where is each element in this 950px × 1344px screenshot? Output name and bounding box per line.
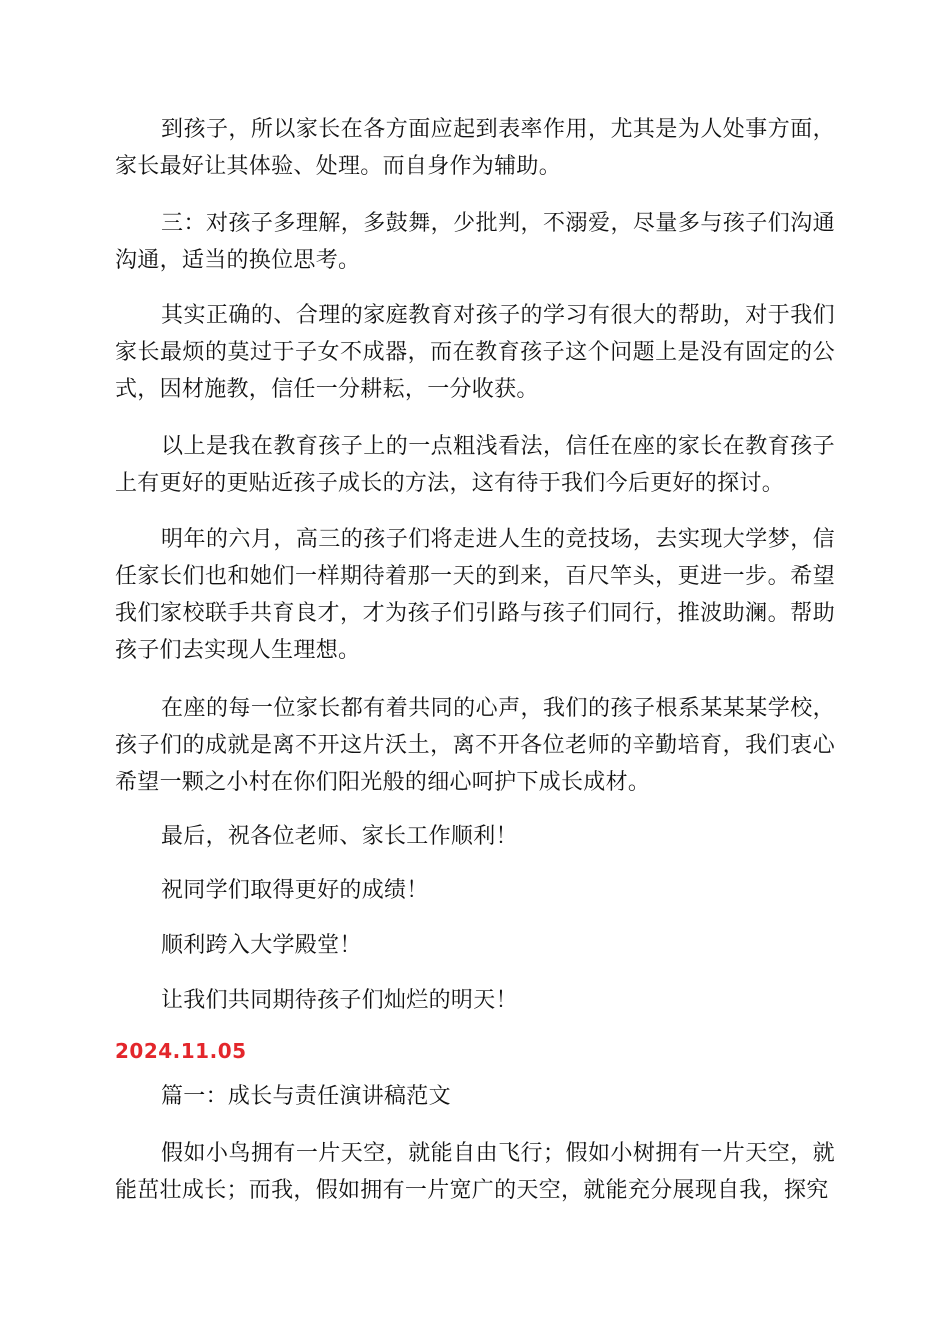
closing-line: 让我们共同期待孩子们灿烂的明天！: [161, 988, 518, 1013]
paragraph: 在座的每一位家长都有着共同的心声，我们的孩子根系某某某学校，孩子们的成就是离不开这片沃土，离不开各位老师的辛勤培育，我们衷心希望一颗之小村在你们阳光般的细心呵护下成长成材。: [115, 696, 835, 795]
paragraph: 以上是我在教育孩子上的一点粗浅看法，信任在座的家长在教育孩子上有更好的更贴近孩子成长的方法，这有待于我们今后更好的探讨。: [115, 434, 835, 496]
closing-line: 祝同学们取得更好的成绩！: [161, 878, 429, 903]
closing-line: 顺利跨入大学殿堂！: [161, 933, 362, 958]
paragraph: 到孩子，所以家长在各方面应起到表率作用，尤其是为人处事方面，家长最好让其体验、处理。而自身作为辅助。: [115, 117, 835, 179]
paragraph: 明年的六月，高三的孩子们将走进人生的竞技场，去实现大学梦，信任家长们也和她们一样期待着那一天的到来，百尺竿头，更进一步。希望我们家校联手共育良才，才为孩子们引路与孩子们同行，推波助澜。帮助孩子们去实现人生理想。: [115, 527, 835, 663]
document-date: 2024.11.05: [115, 1039, 247, 1063]
paragraph: 其实正确的、合理的家庭教育对孩子的学习有很大的帮助，对于我们家长最烦的莫过于子女不成器，而在教育孩子这个问题上是没有固定的公式，因材施教，信任一分耕耘，一分收获。: [115, 303, 835, 402]
paragraph: 三：对孩子多理解，多鼓舞，少批判，不溺爱，尽量多与孩子们沟通沟通，适当的换位思考。: [115, 211, 835, 273]
closing-line: 最后，祝各位老师、家长工作顺利！: [161, 824, 518, 849]
section-title: 篇一：成长与责任演讲稿范文: [161, 1084, 451, 1109]
paragraph: 假如小鸟拥有一片天空，就能自由飞行；假如小树拥有一片天空，就能茁壮成长；而我，假如拥有一片宽广的天空，就能充分展现自我，探究: [115, 1141, 835, 1203]
